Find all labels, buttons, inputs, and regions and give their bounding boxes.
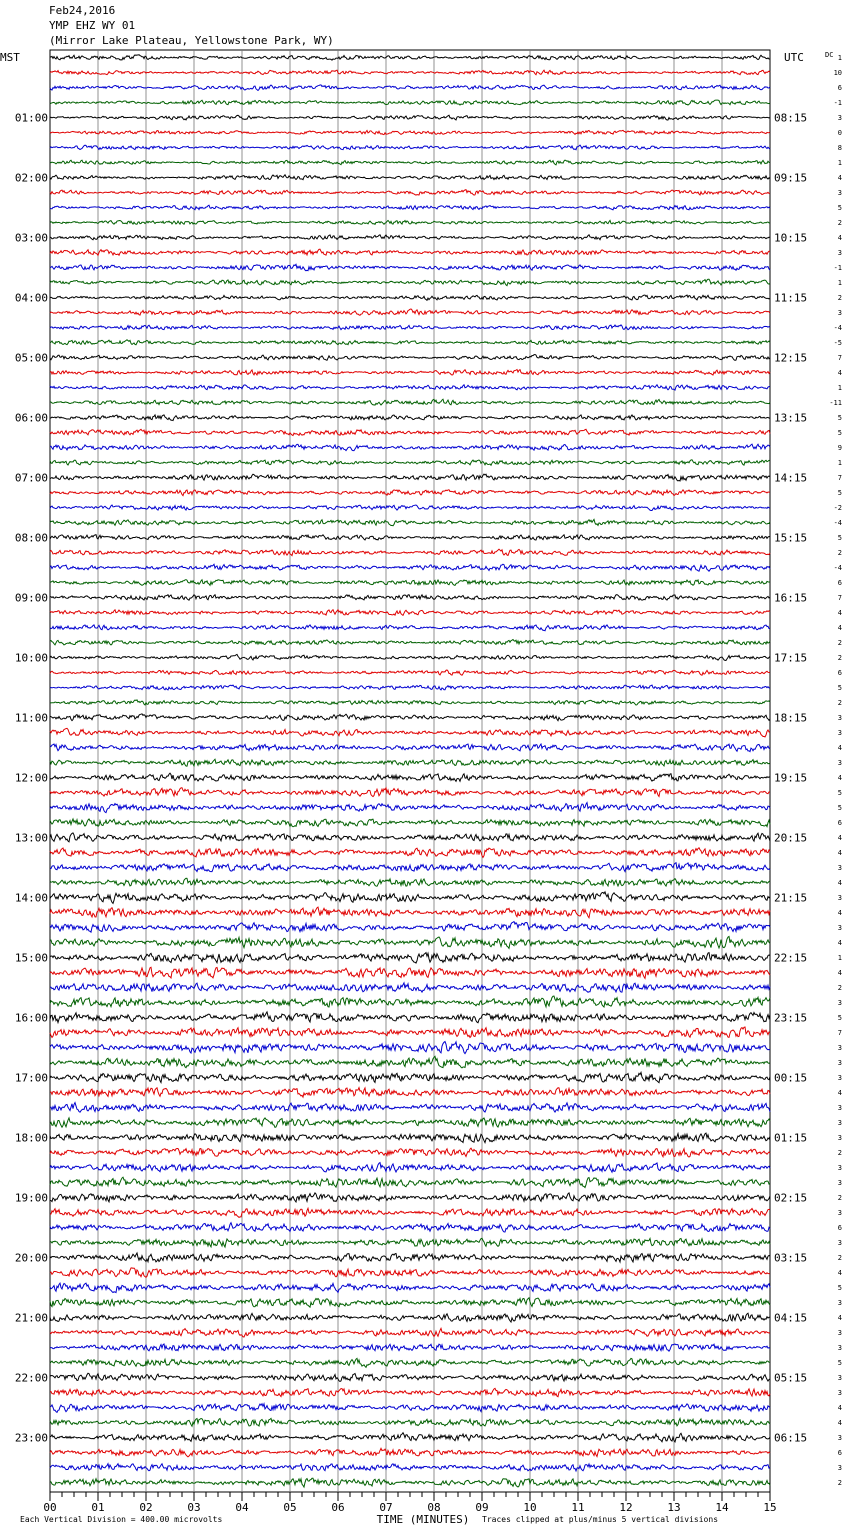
dc-offset-label: 2 [837,219,842,227]
dc-offset-label: 2 [837,1194,842,1202]
dc-offset-label: 3 [837,924,842,932]
trace-line [50,922,770,933]
dc-offset-label: 5 [837,414,842,422]
x-tick-label: 01 [91,1501,105,1514]
station-location: (Mirror Lake Plateau, Yellowstone Park, WY) [49,34,334,47]
trace-line [50,863,770,872]
mst-time-label: 05:00 [14,351,48,365]
trace-line [50,100,770,105]
utc-time-label: 09:15 [774,171,808,185]
trace-line [50,1193,770,1202]
mst-time-label: 10:00 [14,651,48,665]
x-tick-label: 07 [379,1501,393,1514]
dc-offset-label: 2 [837,1149,842,1157]
dc-offset-label: 0 [837,129,842,137]
trace-line [50,654,770,660]
dc-offset-label: 4 [837,234,842,242]
trace-line [50,264,770,270]
dc-offset-label: 3 [837,894,842,902]
dc-offset-label: 6 [837,669,842,677]
dc-offset-label: 9 [837,444,842,452]
dc-offset-label: 6 [837,1224,842,1232]
trace-line [50,145,770,150]
trace-line [50,728,770,737]
dc-offset-label: 1 [837,954,842,962]
utc-time-label: 00:15 [774,1071,808,1085]
dc-offset-label: 3 [837,1239,842,1247]
trace-line [50,444,770,450]
trace-line [50,354,770,360]
trace-line [50,549,770,555]
trace-line [50,1177,770,1187]
dc-offset-label: 3 [837,1299,842,1307]
trace-line [50,1373,770,1381]
x-tick-label: 12 [619,1501,633,1514]
trace-line [50,1223,770,1232]
trace-line [50,595,770,601]
utc-axis-label: UTC [784,51,804,64]
mst-time-label: 22:00 [14,1371,48,1385]
dc-offset-label: 4 [837,1419,842,1427]
utc-time-label: 13:15 [774,411,808,425]
trace-line [50,1418,770,1426]
trace-line [50,907,770,918]
mst-time-label: 04:00 [14,291,48,305]
trace-line [50,1313,770,1322]
trace-line [50,773,770,781]
trace-line [50,967,770,978]
trace-line [50,1163,770,1173]
dc-offset-label: 3 [837,1374,842,1382]
trace-line [50,1283,770,1292]
trace-line [50,535,770,540]
trace-line [50,519,770,525]
dc-offset-label: 4 [837,1404,842,1412]
dc-offset-label: 4 [837,849,842,857]
trace-line [50,983,770,992]
trace-line [50,130,770,134]
dc-offset-label: 3 [837,1164,842,1172]
trace-line [50,700,770,705]
dc-offset-label: 5 [837,1359,842,1367]
trace-line [50,115,770,120]
trace-line [50,1268,770,1277]
mst-time-label: 02:00 [14,171,48,185]
dc-offset-label: 3 [837,249,842,257]
dc-offset-label: -1 [833,264,842,272]
chart-date: Feb24,2016 [49,4,116,17]
trace-line [50,1298,770,1307]
dc-offset-label: 3 [837,1119,842,1127]
dc-offset-label: 3 [837,1464,842,1472]
x-tick-label: 02 [139,1501,153,1514]
utc-time-label: 18:15 [774,711,808,725]
mst-time-label: 15:00 [14,951,48,965]
dc-offset-label: 5 [837,534,842,542]
trace-line [50,833,770,842]
x-tick-label: 14 [715,1501,729,1514]
trace-line [50,429,770,435]
utc-time-label: 16:15 [774,591,808,605]
mst-time-label: 03:00 [14,231,48,245]
dc-offset-label: 5 [837,429,842,437]
trace-line [50,1027,770,1038]
dc-offset-label: 4 [837,969,842,977]
mst-axis-label: MST [0,51,20,64]
trace-line [50,580,770,586]
trace-line [50,1133,770,1142]
dc-offset-label: 3 [837,1389,842,1397]
dc-offset-label: 5 [837,204,842,212]
trace-line [50,505,770,511]
trace-line [50,1328,770,1337]
x-tick-label: 00 [43,1501,57,1514]
dc-offset-label: 6 [837,84,842,92]
utc-time-label: 14:15 [774,471,808,485]
dc-offset-label: -4 [833,519,842,527]
mst-time-label: 07:00 [14,471,48,485]
dc-offset-label: 4 [837,369,842,377]
trace-line [50,1103,770,1113]
dc-offset-label: 4 [837,1269,842,1277]
trace-line [50,640,770,645]
trace-line [50,490,770,496]
trace-line [50,369,770,375]
station-code: YMP EHZ WY 01 [49,19,136,32]
trace-line [50,744,770,752]
trace-line [50,1358,770,1367]
mst-time-label: 19:00 [14,1191,48,1205]
dc-offset-label: 4 [837,834,842,842]
utc-time-label: 04:15 [774,1311,808,1325]
dc-offset-label: 2 [837,1254,842,1262]
dc-offset-label: 3 [837,1044,842,1052]
trace-line [50,1042,770,1054]
mst-time-label: 06:00 [14,411,48,425]
mst-time-label: 08:00 [14,531,48,545]
dc-offset-label: 2 [837,639,842,647]
mst-time-label: 17:00 [14,1071,48,1085]
dc-offset-label: 4 [837,609,842,617]
mst-time-label: 23:00 [14,1431,48,1445]
dc-offset-label: 5 [837,1284,842,1292]
utc-time-label: 08:15 [774,111,808,125]
utc-time-label: 03:15 [774,1251,808,1265]
dc-offset-label: 3 [837,189,842,197]
mst-time-label: 13:00 [14,831,48,845]
utc-time-label: 02:15 [774,1191,808,1205]
trace-line [50,55,770,61]
utc-time-label: 21:15 [774,891,808,905]
trace-line [50,205,770,210]
mst-time-label: 21:00 [14,1311,48,1325]
dc-offset-label: 1 [837,459,842,467]
trace-line [50,1448,770,1456]
trace-line [50,295,770,300]
utc-time-label: 23:15 [774,1011,808,1025]
dc-offset-label: 4 [837,879,842,887]
utc-time-label: 20:15 [774,831,808,845]
trace-line [50,803,770,813]
trace-line [50,819,770,827]
trace-line [50,878,770,886]
utc-time-label: 12:15 [774,351,808,365]
mst-time-label: 09:00 [14,591,48,605]
dc-offset-label: 3 [837,114,842,122]
mst-time-label: 14:00 [14,891,48,905]
trace-line [50,160,770,165]
trace-line [50,1056,770,1068]
dc-offset-label: -4 [833,564,842,572]
trace-line [50,1072,770,1082]
trace-line [50,85,770,91]
dc-offset-label: 3 [837,1134,842,1142]
trace-line [50,610,770,616]
trace-line [50,175,770,180]
trace-line [50,220,770,224]
dc-offset-label: 3 [837,1209,842,1217]
x-tick-label: 15 [763,1501,777,1514]
dc-offset-label: 3 [837,1344,842,1352]
mst-time-label: 18:00 [14,1131,48,1145]
dc-offset-label: -1 [833,99,842,107]
x-tick-label: 05 [283,1501,297,1514]
trace-line [50,1238,770,1247]
trace-line [50,625,770,631]
mst-time-label: 11:00 [14,711,48,725]
trace-line [50,1088,770,1098]
dc-offset-label: 2 [837,654,842,662]
trace-line [50,1464,770,1471]
utc-time-label: 15:15 [774,531,808,545]
dc-offset-label: 4 [837,624,842,632]
trace-line [50,399,770,405]
dc-offset-label: 7 [837,1029,842,1037]
dc-offset-label: 5 [837,1014,842,1022]
utc-time-label: 22:15 [774,951,808,965]
trace-line [50,340,770,345]
x-tick-label: 11 [571,1501,585,1514]
trace-line [50,385,770,390]
dc-offset-label: 3 [837,1104,842,1112]
utc-time-label: 19:15 [774,771,808,785]
dc-offset-label: 3 [837,1329,842,1337]
trace-line [50,70,770,75]
trace-line [50,564,770,571]
trace-line [50,714,770,721]
dc-label: DC [825,51,834,59]
dc-offset-label: 3 [837,714,842,722]
dc-offset-label: 4 [837,744,842,752]
trace-line [50,953,770,963]
dc-offset-label: 4 [837,1314,842,1322]
x-tick-label: 10 [523,1501,537,1514]
trace-line [50,309,770,315]
dc-offset-label: 2 [837,984,842,992]
dc-offset-label: 4 [837,1089,842,1097]
x-tick-label: 08 [427,1501,441,1514]
dc-offset-label: 1 [837,384,842,392]
x-tick-label: 03 [187,1501,201,1514]
utc-time-label: 10:15 [774,231,808,245]
trace-line [50,474,770,481]
trace-line [50,892,770,904]
utc-time-label: 17:15 [774,651,808,665]
dc-offset-label: 3 [837,759,842,767]
dc-offset-label: 4 [837,909,842,917]
x-axis-title: TIME (MINUTES) [376,1513,470,1526]
dc-offset-label: 3 [837,1179,842,1187]
trace-line [50,1208,770,1217]
utc-time-label: 06:15 [774,1431,808,1445]
trace-line [50,415,770,421]
dc-offset-label: 6 [837,819,842,827]
dc-offset-label: 7 [837,594,842,602]
dc-offset-label: 2 [837,549,842,557]
dc-offset-label: 6 [837,1449,842,1457]
trace-line [50,670,770,675]
dc-offset-label: 7 [837,474,842,482]
dc-offset-label: 5 [837,789,842,797]
dc-offset-label: 2 [837,1479,842,1487]
trace-line [50,1344,770,1351]
trace-line [50,1148,770,1157]
mst-time-label: 16:00 [14,1011,48,1025]
scale-note: Each Vertical Division = 400.00 microvolts [20,1515,223,1524]
dc-offset-label: 3 [837,729,842,737]
trace-line [50,1433,770,1442]
trace-line [50,1253,770,1262]
x-tick-label: 13 [667,1501,681,1514]
dc-offset-label: 4 [837,939,842,947]
dc-offset-label: 1 [837,54,842,62]
trace-line [50,249,770,255]
trace-line [50,996,770,1007]
dc-offset-label: -11 [829,399,842,407]
mst-time-label: 12:00 [14,771,48,785]
trace-line [50,936,770,948]
dc-offset-label: 3 [837,309,842,317]
trace-line [50,190,770,195]
trace-line [50,279,770,285]
mst-time-label: 20:00 [14,1251,48,1265]
utc-time-label: 01:15 [774,1131,808,1145]
dc-offset-label: 5 [837,804,842,812]
dc-offset-label: 4 [837,774,842,782]
x-tick-label: 04 [235,1501,249,1514]
trace-line [50,685,770,690]
trace-line [50,1012,770,1023]
dc-offset-label: 6 [837,579,842,587]
trace-line [50,460,770,465]
dc-offset-label: 2 [837,699,842,707]
x-tick-label: 06 [331,1501,345,1514]
dc-offset-label: -4 [833,324,842,332]
dc-offset-label: 2 [837,294,842,302]
trace-line [50,1404,770,1413]
dc-offset-label: 8 [837,144,842,152]
dc-offset-label: 3 [837,999,842,1007]
utc-time-label: 11:15 [774,291,808,305]
dc-offset-label: 7 [837,354,842,362]
trace-line [50,235,770,240]
trace-line [50,325,770,330]
clip-note: Traces clipped at plus/minus 5 vertical divisions [482,1515,719,1524]
trace-line [50,788,770,797]
trace-line [50,759,770,766]
dc-offset-label: 5 [837,489,842,497]
trace-line [50,848,770,858]
dc-offset-label: -2 [833,504,842,512]
dc-offset-label: 3 [837,864,842,872]
mst-time-label: 01:00 [14,111,48,125]
trace-line [50,1388,770,1396]
dc-offset-label: 1 [837,279,842,287]
dc-offset-label: 1 [837,159,842,167]
dc-offset-label: 3 [837,1434,842,1442]
dc-offset-label: -5 [833,339,842,347]
dc-offset-label: 10 [833,69,842,77]
dc-offset-label: 3 [837,1074,842,1082]
trace-line [50,1478,770,1487]
dc-offset-label: 3 [837,1059,842,1067]
dc-offset-label: 4 [837,174,842,182]
x-tick-label: 09 [475,1501,489,1514]
trace-line [50,1118,770,1127]
utc-time-label: 05:15 [774,1371,808,1385]
dc-offset-label: 5 [837,684,842,692]
